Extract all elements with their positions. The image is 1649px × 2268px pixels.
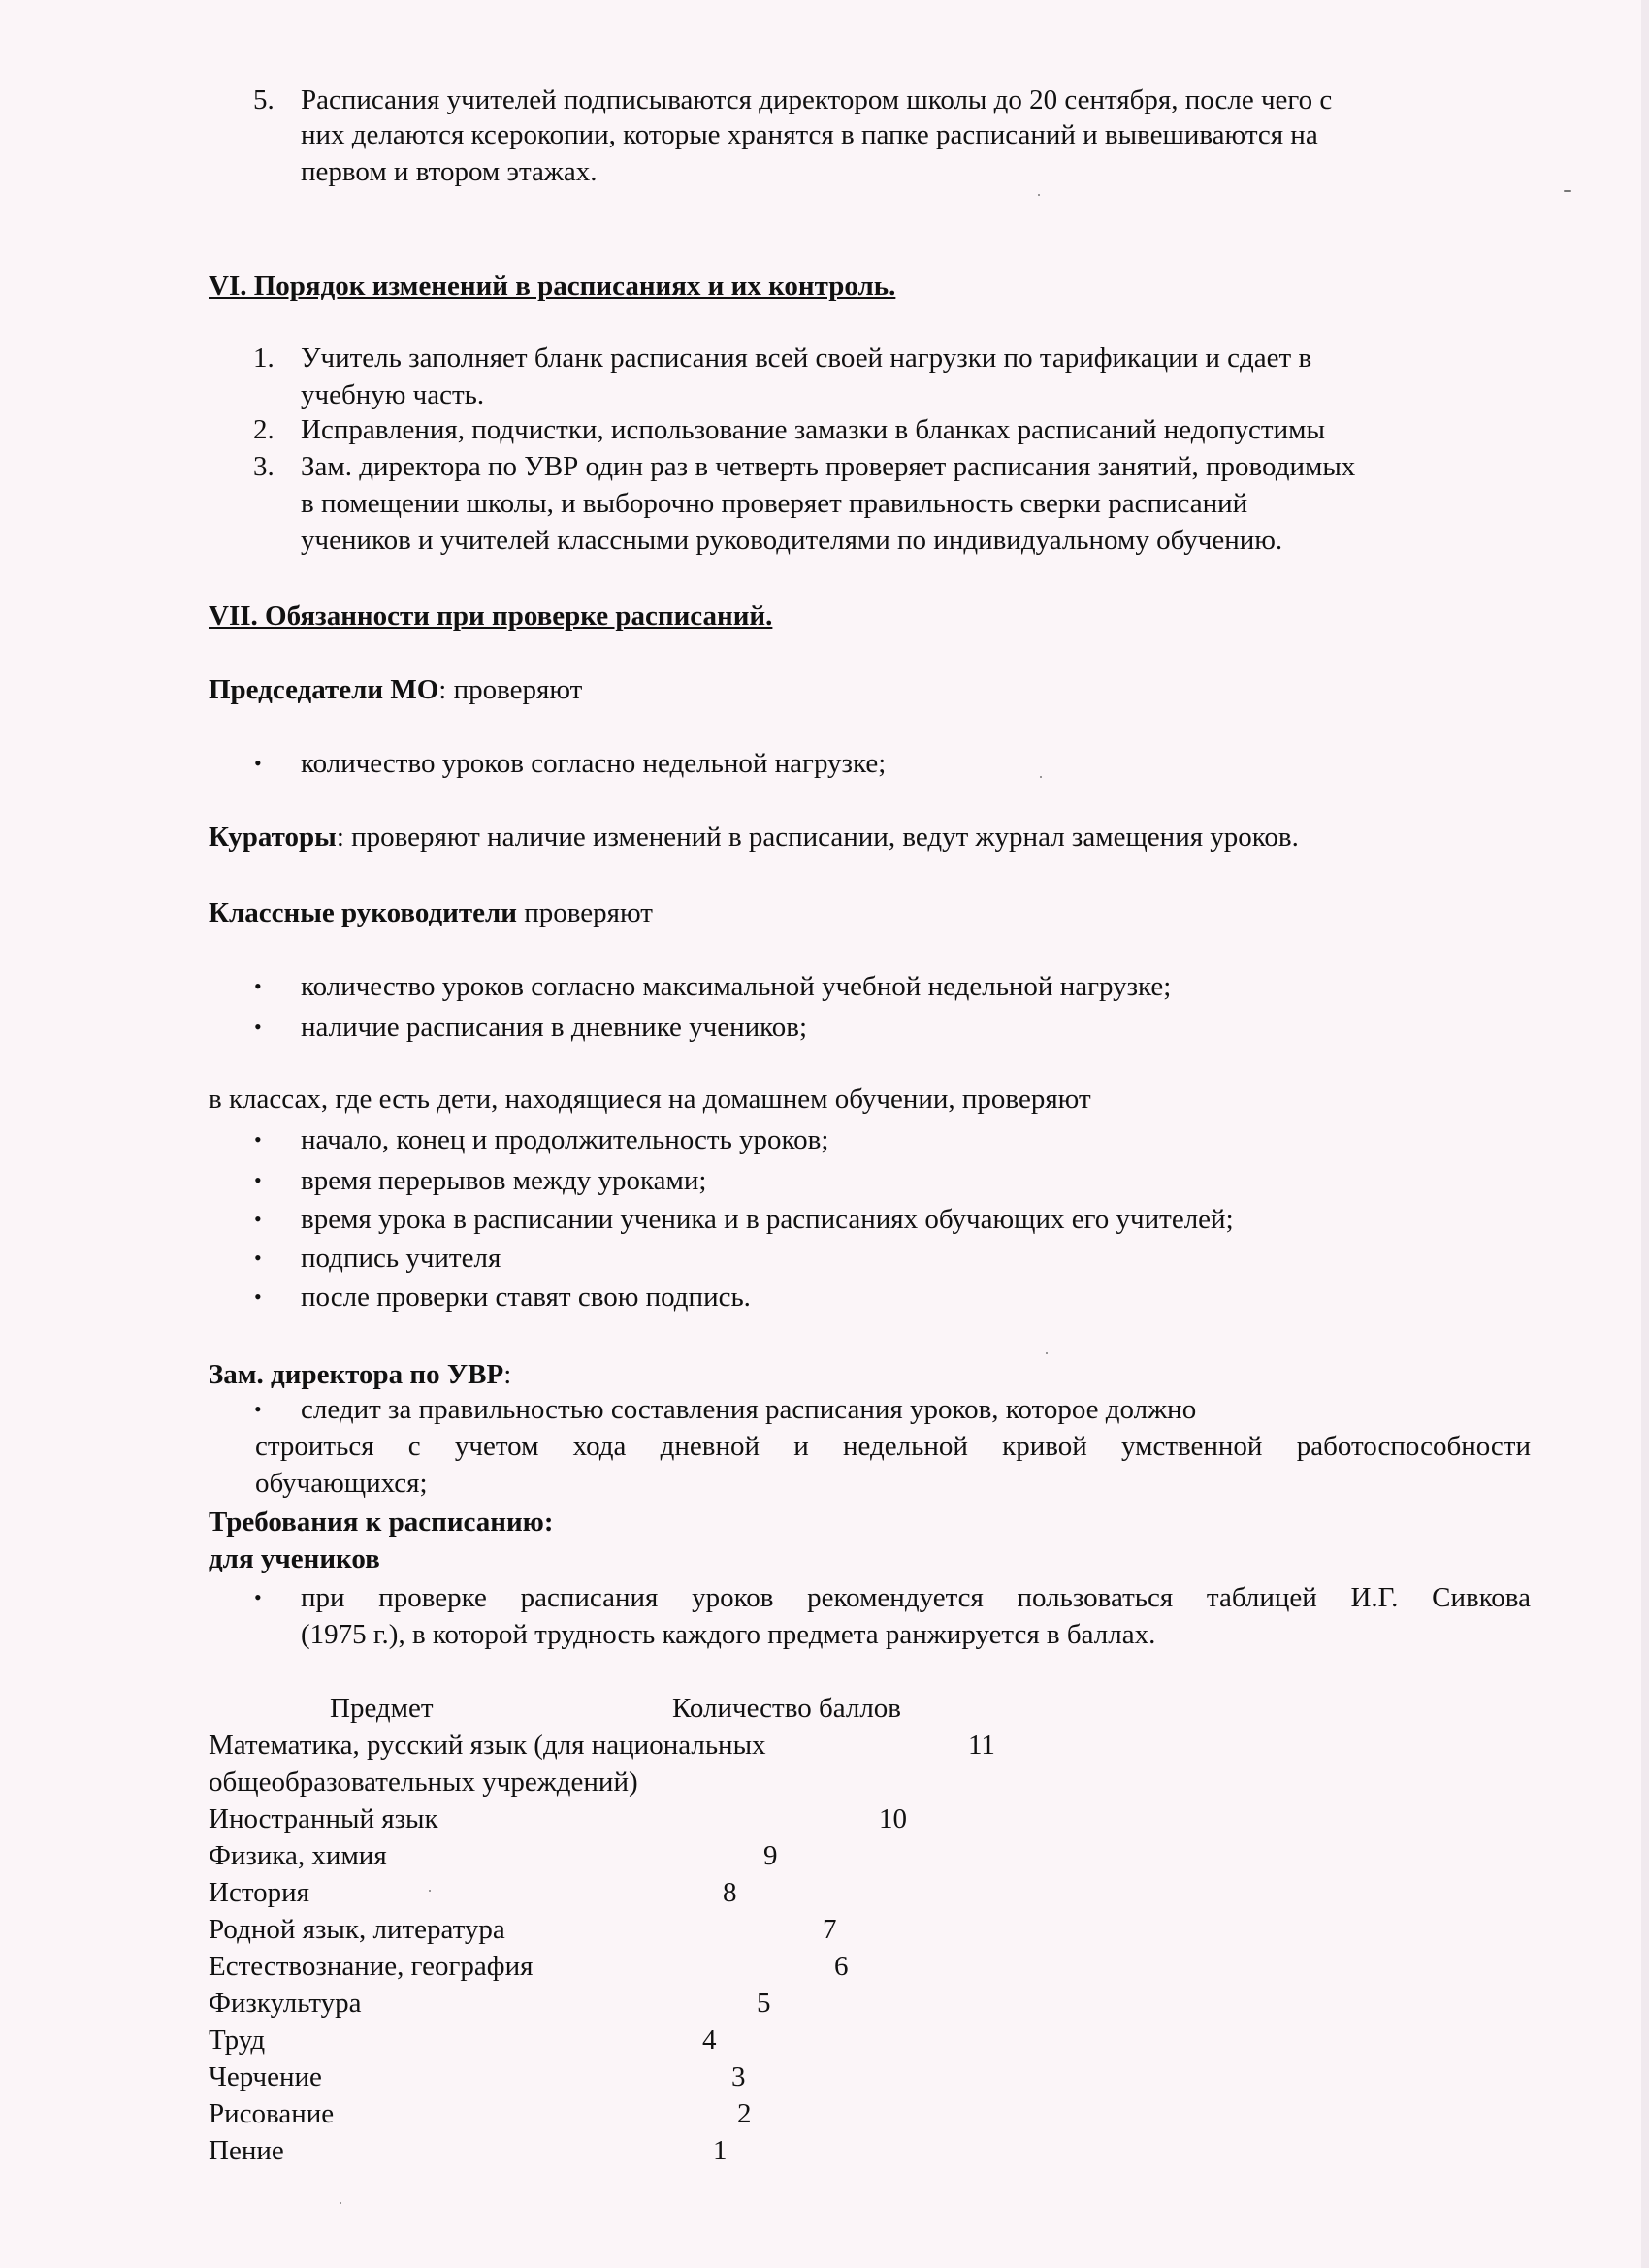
list-item-text: них делаются ксерокопии, которые хранятся в папке расписаний и вывешиваются на xyxy=(301,119,1318,150)
paragraph-curators xyxy=(209,819,1299,856)
table-row-points: 8 xyxy=(723,1877,737,1908)
table-row-subject: Черчение xyxy=(209,2061,322,2092)
bullet-icon: • xyxy=(254,1397,262,1421)
table-row-subject: Естествознание, география xyxy=(209,1951,534,1982)
table-row-points: 11 xyxy=(968,1730,995,1761)
bullet-icon: • xyxy=(254,1015,262,1039)
bullet-text: время перерывов между уроками; xyxy=(301,1165,707,1196)
table-row-subject: Физкультура xyxy=(209,1988,362,2019)
scan-speck xyxy=(429,1890,431,1892)
paragraph-class-leaders xyxy=(209,894,653,931)
bullet-icon: • xyxy=(254,1284,262,1309)
list-number: 3. xyxy=(253,451,275,482)
requirements-subheading: для учеников xyxy=(209,1543,380,1574)
table-row-subject: Рисование xyxy=(209,2098,335,2129)
table-row-subject: Математика, русский язык (для национальных xyxy=(209,1730,766,1761)
bullet-text: начало, конец и продолжительность уроков; xyxy=(301,1124,829,1155)
bullet-icon: • xyxy=(254,1246,262,1270)
list-item-text: в помещении школы, и выборочно проверяет правильность сверки расписаний xyxy=(301,488,1248,519)
table-row-subject: Труд xyxy=(209,2025,266,2056)
bullet-icon: • xyxy=(254,1585,262,1609)
paragraph-deputy xyxy=(209,1356,511,1393)
table-row-points: 9 xyxy=(763,1840,778,1871)
list-number: 1. xyxy=(253,342,275,373)
role-text: : проверяют наличие изменений в расписании, ведут журнал замещения уроков. xyxy=(336,822,1299,853)
scan-edge xyxy=(1641,0,1649,2268)
role-text: проверяют xyxy=(516,897,653,928)
list-number: 5. xyxy=(253,84,275,115)
scan-speck xyxy=(1040,776,1042,778)
list-item-text: первом и втором этажах. xyxy=(301,156,598,187)
bullet-text: при проверке расписания уроков рекомендуется пользоваться таблицей И.Г. Сивкова xyxy=(301,1582,1531,1613)
table-row-subject: Иностранный язык xyxy=(209,1803,438,1834)
bullet-icon: • xyxy=(254,751,262,775)
bullet-icon: • xyxy=(254,1207,262,1231)
bullet-icon: • xyxy=(254,974,262,998)
list-item-text: учеников и учителей классными руководителями по индивидуальному обучению. xyxy=(301,525,1283,556)
bullet-text: время урока в расписании ученика и в расписаниях обучающих его учителей; xyxy=(301,1204,1234,1235)
table-row-points: 3 xyxy=(731,2061,746,2092)
table-row-subject: Пение xyxy=(209,2135,284,2166)
table-row-subject: Родной язык, литература xyxy=(209,1914,505,1945)
table-row-points: 10 xyxy=(879,1803,907,1834)
bullet-text: количество уроков согласно недельной нагрузке; xyxy=(301,748,887,779)
list-item-text: Расписания учителей подписываются директором школы до 20 сентября, после чего с xyxy=(301,84,1333,115)
bullet-text: наличие расписания в дневнике учеников; xyxy=(301,1012,808,1043)
table-header-points: Количество баллов xyxy=(672,1693,901,1724)
paragraph-home-education: в классах, где есть дети, находящиеся на домашнем обучении, проверяют xyxy=(209,1084,1091,1115)
table-row-subject: Физика, химия xyxy=(209,1840,387,1871)
scan-speck xyxy=(1038,194,1040,196)
table-row-points: 1 xyxy=(713,2135,728,2166)
table-row-points: 6 xyxy=(834,1951,849,1982)
requirements-heading: Требования к расписанию: xyxy=(209,1507,554,1538)
role-label: Зам. директора по УВР xyxy=(209,1359,504,1390)
role-text: : xyxy=(503,1359,512,1390)
list-item-text: Зам. директора по УВР один раз в четверть проверяет расписания занятий, проводимых xyxy=(301,451,1356,482)
bullet-text: строиться с учетом хода дневной и недельной кривой умственной работоспособности xyxy=(255,1431,1531,1462)
bullet-text: (1975 г.), в которой трудность каждого предмета ранжируется в баллах. xyxy=(301,1619,1156,1650)
table-row-points: 2 xyxy=(737,2098,752,2129)
paragraph-mo xyxy=(209,671,582,708)
table-header-subject: Предмет xyxy=(330,1693,434,1724)
bullet-icon: • xyxy=(254,1168,262,1192)
bullet-text: обучающихся; xyxy=(255,1468,428,1499)
bullet-text: количество уроков согласно максимальной учебной недельной нагрузке; xyxy=(301,971,1172,1002)
bullet-text: следит за правильностью составления расписания уроков, которое должно xyxy=(301,1394,1197,1425)
list-item-text: учебную часть. xyxy=(301,379,485,410)
list-item-text: Исправления, подчистки, использование замазки в бланках расписаний недопустимы xyxy=(301,414,1325,445)
scan-speck xyxy=(340,2202,341,2204)
table-row-points: 5 xyxy=(757,1988,771,2019)
role-label: Председатели МО xyxy=(209,674,439,705)
bullet-text: подпись учителя xyxy=(301,1243,501,1274)
section-heading: VI. Порядок изменений в расписаниях и их контроль. xyxy=(209,271,896,302)
section-heading: VII. Обязанности при проверке расписаний. xyxy=(209,600,773,632)
table-row-points: 4 xyxy=(702,2025,717,2056)
role-label: Кураторы xyxy=(209,822,337,853)
scan-speck xyxy=(1564,190,1571,192)
role-text: : проверяют xyxy=(438,674,583,705)
table-row-points: 7 xyxy=(823,1914,837,1945)
role-label: Классные руководители xyxy=(209,897,517,928)
scan-speck xyxy=(1046,1352,1048,1354)
table-row-subject: общеобразовательных учреждений) xyxy=(209,1766,638,1798)
list-number: 2. xyxy=(253,414,275,445)
list-item-text: Учитель заполняет бланк расписания всей своей нагрузки по тарификации и сдает в xyxy=(301,342,1312,373)
bullet-text: после проверки ставят свою подпись. xyxy=(301,1281,751,1312)
bullet-icon: • xyxy=(254,1127,262,1151)
table-row-subject: История xyxy=(209,1877,309,1908)
